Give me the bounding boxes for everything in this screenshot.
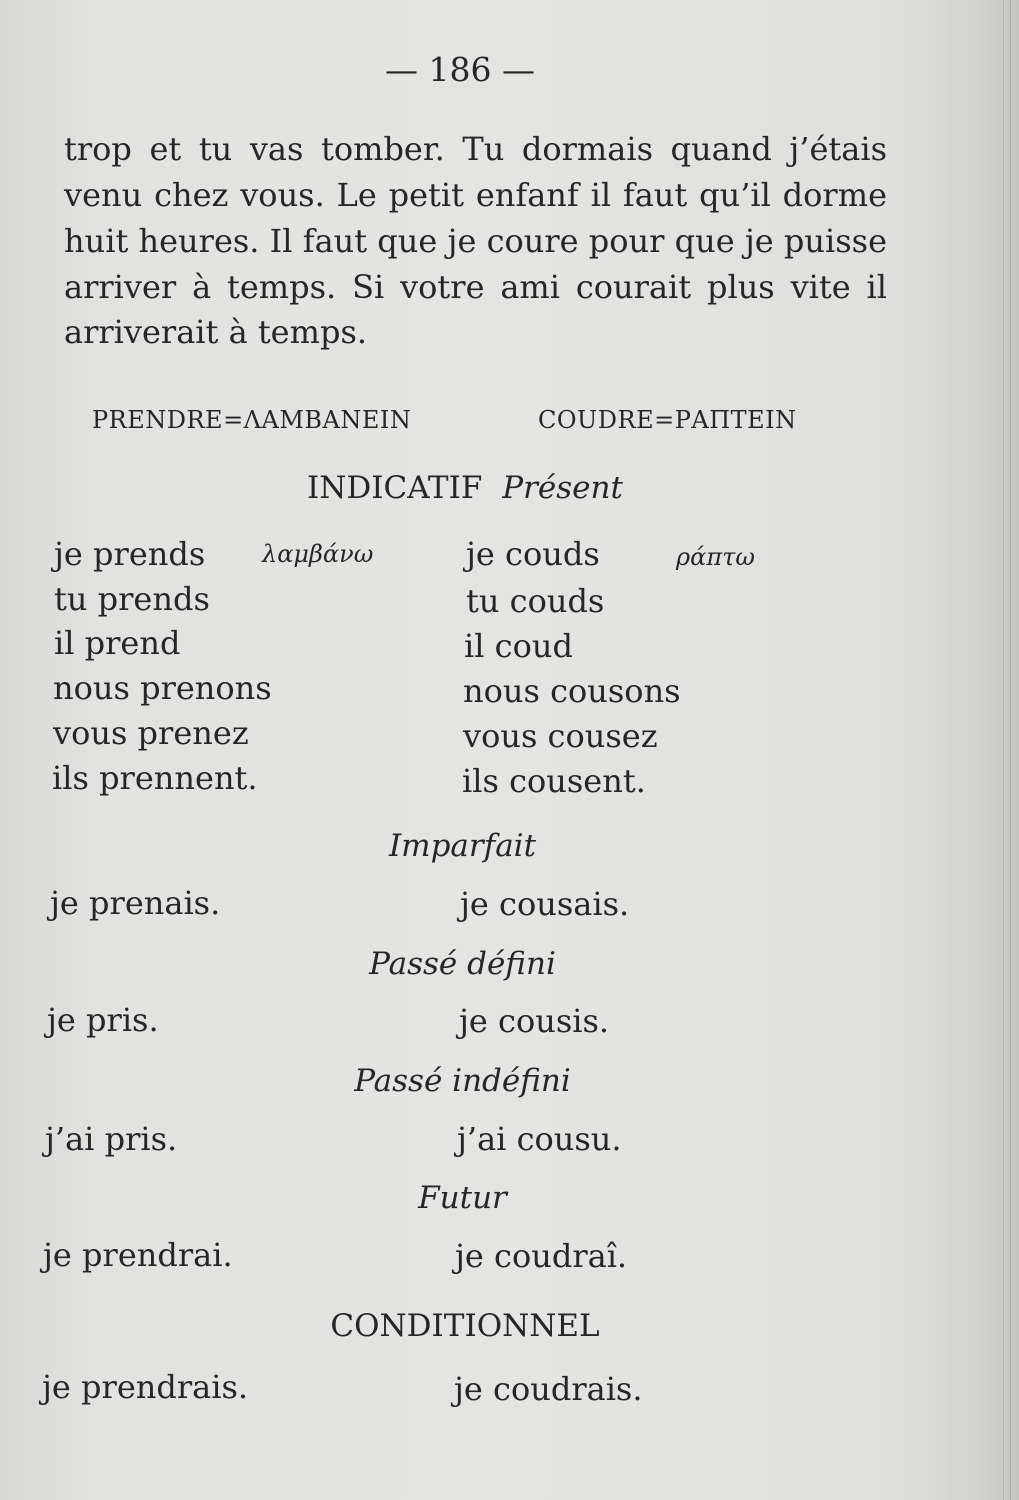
greek-translation-coudre: ράπτω: [676, 543, 755, 571]
verb-title-prendre: PRENDRE=ΛΑΜΒΑΝΕΙΝ: [92, 406, 412, 434]
tense-label-present: Présent: [502, 470, 623, 506]
tense-label-passe-indefini: Passé indéfini: [354, 1063, 571, 1099]
page-edge-shadow: [1003, 0, 1004, 1500]
page-edge-shadow-outer: [1010, 0, 1011, 1500]
present-left-6: ils prennent.: [52, 759, 258, 797]
passe-defini-right: je cousis.: [459, 1002, 610, 1040]
conditionnel-heading: CONDITIONNEL: [330, 1308, 600, 1344]
present-right-5: vous cousez: [463, 717, 658, 755]
tense-label-imparfait: Imparfait: [388, 828, 537, 864]
indicatif-heading: [0, 470, 930, 506]
paragraph-line-1: trop et tu vas tomber. Tu dormais quand j’étais: [64, 130, 887, 168]
greek-translation-prendre: λαμβάνω: [262, 540, 374, 568]
verb-title-coudre: COUDRE=ΡΑΠΤΕΙΝ: [538, 406, 797, 434]
present-right-4: nous cousons: [463, 672, 681, 710]
present-left-2: tu prends: [54, 580, 210, 618]
present-right-1: je couds: [466, 535, 600, 573]
paragraph-line-5: arriverait à temps.: [64, 313, 368, 351]
tense-label-futur: Futur: [418, 1180, 507, 1216]
tense-label-passe-defini: Passé défini: [369, 946, 556, 982]
paragraph-line-4: arriver à temps. Si votre ami courait plus vite il: [64, 268, 887, 306]
paragraph-line-3: huit heures. Il faut que je coure pour que je puisse: [64, 222, 887, 260]
passe-defini-left: je pris.: [47, 1001, 159, 1039]
imparfait-left: je prenais.: [50, 884, 221, 922]
conditionnel-right: je coudrais.: [454, 1370, 643, 1408]
present-left-1: je prends: [54, 535, 206, 573]
passe-indefini-left: j’ai pris.: [45, 1120, 178, 1158]
paragraph-line-2: venu chez vous. Le petit enfanf il faut qu’il dorme: [64, 176, 887, 214]
passe-indefini-right: j’ai cousu.: [457, 1120, 622, 1158]
imparfait-right: je cousais.: [460, 885, 630, 923]
futur-left: je prendrai.: [43, 1236, 233, 1274]
present-right-6: ils cousent.: [462, 762, 646, 800]
present-right-3: il coud: [464, 627, 573, 665]
present-left-4: nous prenons: [53, 669, 272, 707]
indicatif-label: INDICATIF: [307, 470, 483, 506]
futur-right: je coudraî.: [455, 1237, 628, 1275]
conditionnel-left: je prendrais.: [42, 1368, 249, 1406]
present-left-5: vous prenez: [53, 714, 249, 752]
page-number: — 186 —: [385, 50, 535, 89]
present-right-2: tu couds: [466, 582, 605, 620]
present-left-3: il prend: [54, 624, 181, 662]
